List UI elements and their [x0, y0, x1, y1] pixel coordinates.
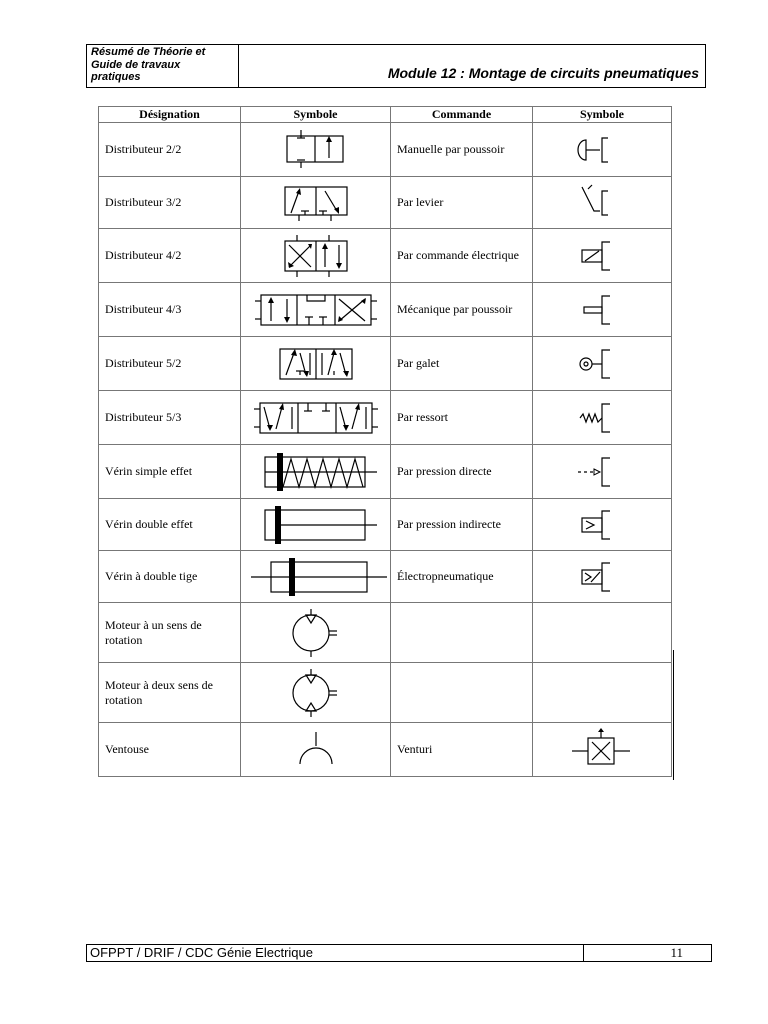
valve-2-2-symbol	[281, 128, 351, 172]
table-row	[99, 663, 672, 723]
valve-3-2-symbol	[279, 181, 353, 225]
motor-two-direction-symbol	[281, 665, 351, 721]
command-symbol-cell	[533, 603, 672, 663]
electropneumatic-icon	[572, 555, 632, 599]
col-header-command-symbol: Symbole	[533, 107, 672, 123]
command-cell: Par pression directe	[391, 445, 533, 499]
command-cell: Par ressort	[391, 391, 533, 445]
table-row	[99, 283, 672, 337]
table-row	[99, 603, 672, 663]
designation-cell: Moteur à un sens de rotation	[99, 603, 241, 663]
symbol-cell	[241, 499, 391, 551]
double-acting-cylinder-symbol	[251, 502, 381, 548]
lever-icon	[572, 181, 632, 225]
symbol-cell	[241, 283, 391, 337]
symbol-cell	[241, 551, 391, 603]
indirect-pressure-icon	[572, 503, 632, 547]
table-row	[99, 499, 672, 551]
command-symbol-cell	[533, 723, 672, 777]
designation-cell: Moteur à deux sens de rotation	[99, 663, 241, 723]
table-row	[99, 445, 672, 499]
designation-cell: Vérin double effet	[99, 499, 241, 551]
table-row	[99, 391, 672, 445]
command-cell: Par levier	[391, 177, 533, 229]
symbol-cell	[241, 663, 391, 723]
command-symbol-cell	[533, 177, 672, 229]
table-edge-line	[673, 650, 674, 780]
direct-pressure-icon	[572, 450, 632, 494]
symbol-cell	[241, 229, 391, 283]
col-header-designation: Désignation	[99, 107, 241, 123]
symbol-cell	[241, 177, 391, 229]
symbols-table	[98, 106, 672, 777]
push-button-icon	[572, 130, 632, 170]
table-row	[99, 551, 672, 603]
designation-cell: Ventouse	[99, 723, 241, 777]
command-cell: Venturi	[391, 723, 533, 777]
table-row	[99, 337, 672, 391]
valve-4-3-symbol	[253, 287, 379, 333]
table-header-row	[99, 107, 672, 123]
command-cell: Par galet	[391, 337, 533, 391]
document-type-label	[87, 45, 239, 87]
table-row	[99, 723, 672, 777]
command-symbol-cell	[533, 283, 672, 337]
spring-icon	[572, 396, 632, 440]
double-rod-cylinder-symbol	[247, 554, 391, 600]
designation-cell: Distributeur 3/2	[99, 177, 241, 229]
command-symbol-cell	[533, 229, 672, 283]
table-row	[99, 177, 672, 229]
symbol-cell	[241, 445, 391, 499]
col-header-command: Commande	[391, 107, 533, 123]
command-symbol-cell	[533, 551, 672, 603]
designation-cell: Distributeur 4/3	[99, 283, 241, 337]
command-symbol-cell	[533, 499, 672, 551]
suction-cup-symbol	[286, 728, 346, 772]
page-header	[86, 44, 706, 88]
designation-cell: Distributeur 5/2	[99, 337, 241, 391]
designation-cell: Vérin simple effet	[99, 445, 241, 499]
table-row	[99, 123, 672, 177]
symbol-cell	[241, 123, 391, 177]
command-symbol-cell	[533, 663, 672, 723]
command-cell	[391, 603, 533, 663]
venturi-icon	[564, 726, 640, 774]
designation-cell: Distributeur 2/2	[99, 123, 241, 177]
header-line-1: Résumé de Théorie et	[91, 46, 206, 58]
footer-organization: OFPPT / DRIF / CDC Génie Electrique	[87, 945, 584, 961]
command-cell: Manuelle par poussoir	[391, 123, 533, 177]
symbol-cell	[241, 337, 391, 391]
header-line-2: Guide de travaux	[91, 58, 181, 71]
symbol-cell	[241, 723, 391, 777]
command-symbol-cell	[533, 337, 672, 391]
command-symbol-cell	[533, 123, 672, 177]
command-symbol-cell	[533, 445, 672, 499]
page-footer	[86, 944, 712, 962]
designation-cell: Distributeur 4/2	[99, 229, 241, 283]
motor-one-direction-symbol	[281, 605, 351, 661]
command-cell: Par pression indirecte	[391, 499, 533, 551]
symbol-cell	[241, 391, 391, 445]
module-title: Module 12 : Montage de circuits pneumatiques	[387, 65, 699, 81]
header-line-3: pratiques	[91, 71, 141, 83]
page-number: 11	[670, 945, 683, 960]
command-cell: Mécanique par poussoir	[391, 283, 533, 337]
valve-5-2-symbol	[276, 341, 356, 387]
col-header-symbol: Symbole	[241, 107, 391, 123]
designation-cell: Vérin à double tige	[99, 551, 241, 603]
command-cell: Par commande électrique	[391, 229, 533, 283]
solenoid-icon	[572, 234, 632, 278]
symbol-cell	[241, 603, 391, 663]
valve-5-3-symbol	[252, 395, 380, 441]
command-cell: Électropneumatique	[391, 551, 533, 603]
plunger-icon	[572, 288, 632, 332]
roller-icon	[572, 342, 632, 386]
command-cell	[391, 663, 533, 723]
designation-cell: Distributeur 5/3	[99, 391, 241, 445]
valve-4-2-symbol	[279, 233, 353, 279]
table-row	[99, 229, 672, 283]
command-symbol-cell	[533, 391, 672, 445]
single-acting-cylinder-symbol	[251, 449, 381, 495]
